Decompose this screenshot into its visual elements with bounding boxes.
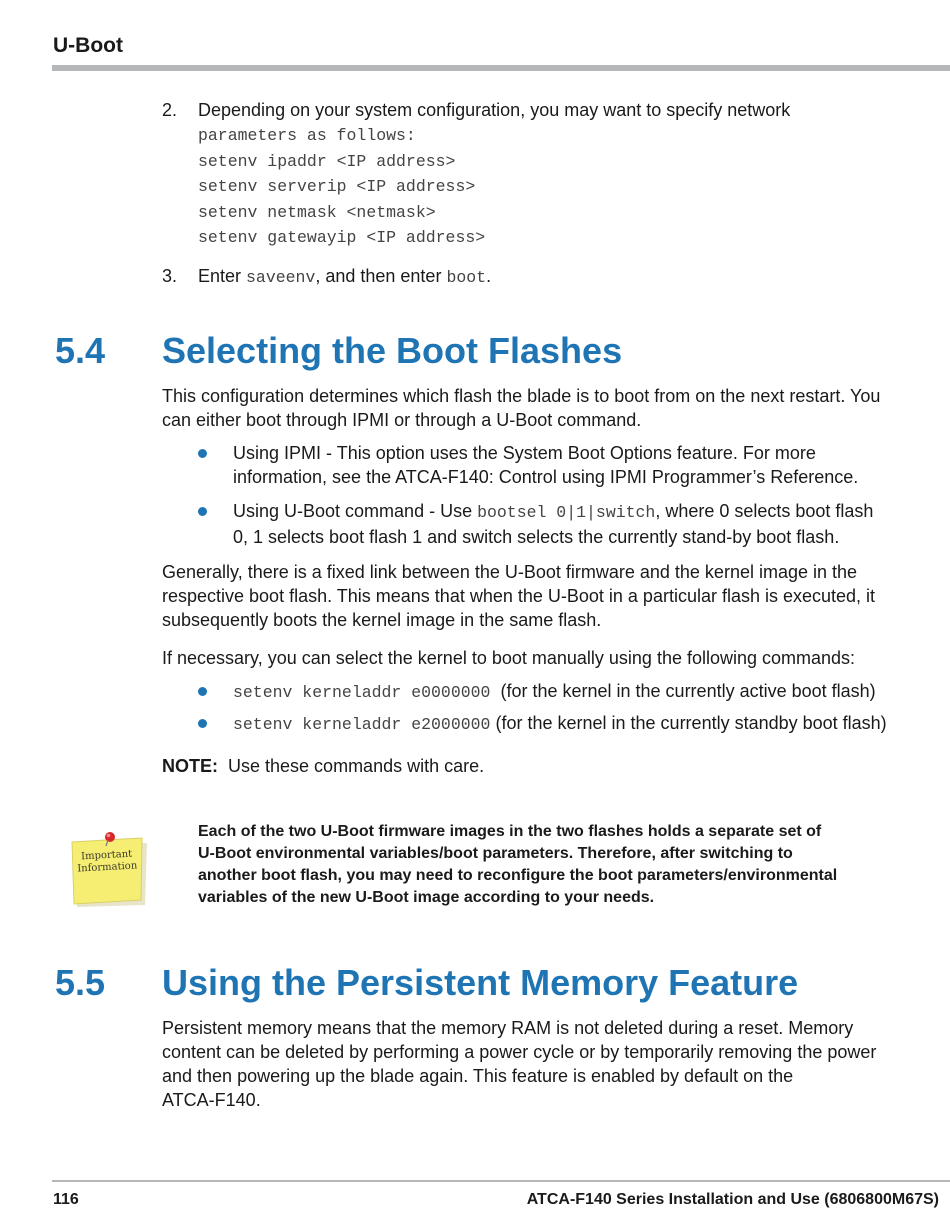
- section-title: Using the Persistent Memory Feature: [162, 962, 799, 1003]
- paragraph-line: and then powering up the blade again. This feature is enabled by default on the: [162, 1066, 794, 1086]
- step-text: .: [486, 266, 492, 286]
- command-kerneladdr: setenv kerneladdr e0000000: [233, 683, 491, 702]
- running-header: U-Boot: [53, 34, 123, 57]
- note-label: NOTE:: [162, 756, 218, 776]
- paragraph-line: Persistent memory means that the memory RAM is not deleted during a reset. Memory: [162, 1018, 854, 1038]
- important-callout: [198, 821, 938, 909]
- callout-line: U-Boot environmental variables/boot parameters. Therefore, after switching to: [198, 845, 793, 862]
- paragraph-line: Generally, there is a fixed link between the U-Boot firmware and the kernel image in the: [162, 562, 858, 582]
- step-text: , and then enter: [315, 266, 447, 286]
- paragraph-line: ATCA-F140.: [162, 1090, 261, 1110]
- paragraph-line: respective boot flash. This means that when the U-Boot in a particular flash is executed, it: [162, 586, 876, 606]
- paragraph-line: This configuration determines which flash the blade is to boot from on the next restart. You: [162, 386, 881, 406]
- note: [162, 754, 484, 778]
- bullet-uboot: [233, 499, 948, 549]
- step-number: 2.: [162, 100, 178, 120]
- if-necessary-paragraph: If necessary, you can select the kernel to boot manually using the following commands:: [162, 648, 856, 668]
- bullet-text: , where 0 selects boot flash: [655, 501, 874, 521]
- bullet-line: 0, 1 selects boot flash 1 and switch selects the currently stand-by boot flash.: [233, 527, 840, 547]
- page-number: 116: [53, 1191, 79, 1208]
- section-number: 5.5: [55, 962, 106, 1003]
- bullet-text: (for the kernel in the currently standby boot flash): [495, 713, 887, 733]
- command-kerneladdr: setenv kerneladdr e2000000: [233, 715, 491, 734]
- paragraph-line: content can be deleted by performing a power cycle or by temporarily removing the power: [162, 1042, 877, 1062]
- step-3: [162, 264, 942, 290]
- command-boot: boot: [446, 268, 487, 287]
- bullet-dot: [198, 449, 207, 458]
- bullet-line: Using IPMI - This option uses the System Boot Options feature. For more: [233, 443, 816, 463]
- step-text: Depending on your system configuration, you may want to specify network: [198, 100, 791, 120]
- step-text: Enter: [198, 266, 247, 286]
- intro-paragraph: [162, 384, 947, 432]
- step-number: 3.: [162, 266, 178, 286]
- bullet-dot: [198, 507, 207, 516]
- kernel-cmd-active: [233, 679, 876, 705]
- command-saveenv: saveenv: [246, 268, 316, 287]
- footer-rule: [52, 1180, 950, 1182]
- bullet-text: Using U-Boot command - Use: [233, 501, 478, 521]
- document-title: ATCA-F140 Series Installation and Use (6806800M67S): [526, 1191, 939, 1208]
- section-title: Selecting the Boot Flashes: [162, 330, 623, 371]
- command-bootsel: bootsel 0|1|switch: [477, 503, 656, 522]
- bullet-ipmi: [233, 441, 945, 489]
- note-text: Use these commands with care.: [228, 756, 485, 776]
- bullet-dot: [198, 719, 207, 728]
- bullet-dot: [198, 687, 207, 696]
- callout-line: another boot flash, you may need to reconfigure the boot parameters/environmental: [198, 867, 838, 884]
- code-line: setenv gatewayip <IP address>: [198, 228, 486, 247]
- callout-line: variables of the new U-Boot image according to your needs.: [198, 889, 655, 906]
- bullet-line: information, see the ATCA-F140: Control using IPMI Programmer’s Reference.: [233, 467, 859, 487]
- code-line: setenv serverip <IP address>: [198, 177, 476, 196]
- header-rule: [52, 65, 950, 71]
- step-2: [162, 98, 942, 251]
- code-line: setenv ipaddr <IP address>: [198, 151, 456, 171]
- bullet-text: (for the kernel in the currently active boot flash): [500, 681, 876, 701]
- paragraph-line: subsequently boots the kernel image in the same flash.: [162, 610, 602, 630]
- generally-paragraph: [162, 560, 947, 632]
- persistent-memory-paragraph: [162, 1016, 947, 1112]
- paragraph-line: can either boot through IPMI or through a U-Boot command.: [162, 410, 642, 430]
- callout-line: Each of the two U-Boot firmware images in the two flashes holds a separate set of: [198, 823, 822, 840]
- code-line: parameters as follows:: [198, 126, 416, 145]
- sticky-note-label: Important Information: [77, 848, 138, 875]
- section-number: 5.4: [55, 330, 106, 371]
- code-line: setenv netmask <netmask>: [198, 202, 436, 222]
- kernel-cmd-standby: [233, 711, 887, 737]
- important-information-icon: [64, 830, 150, 910]
